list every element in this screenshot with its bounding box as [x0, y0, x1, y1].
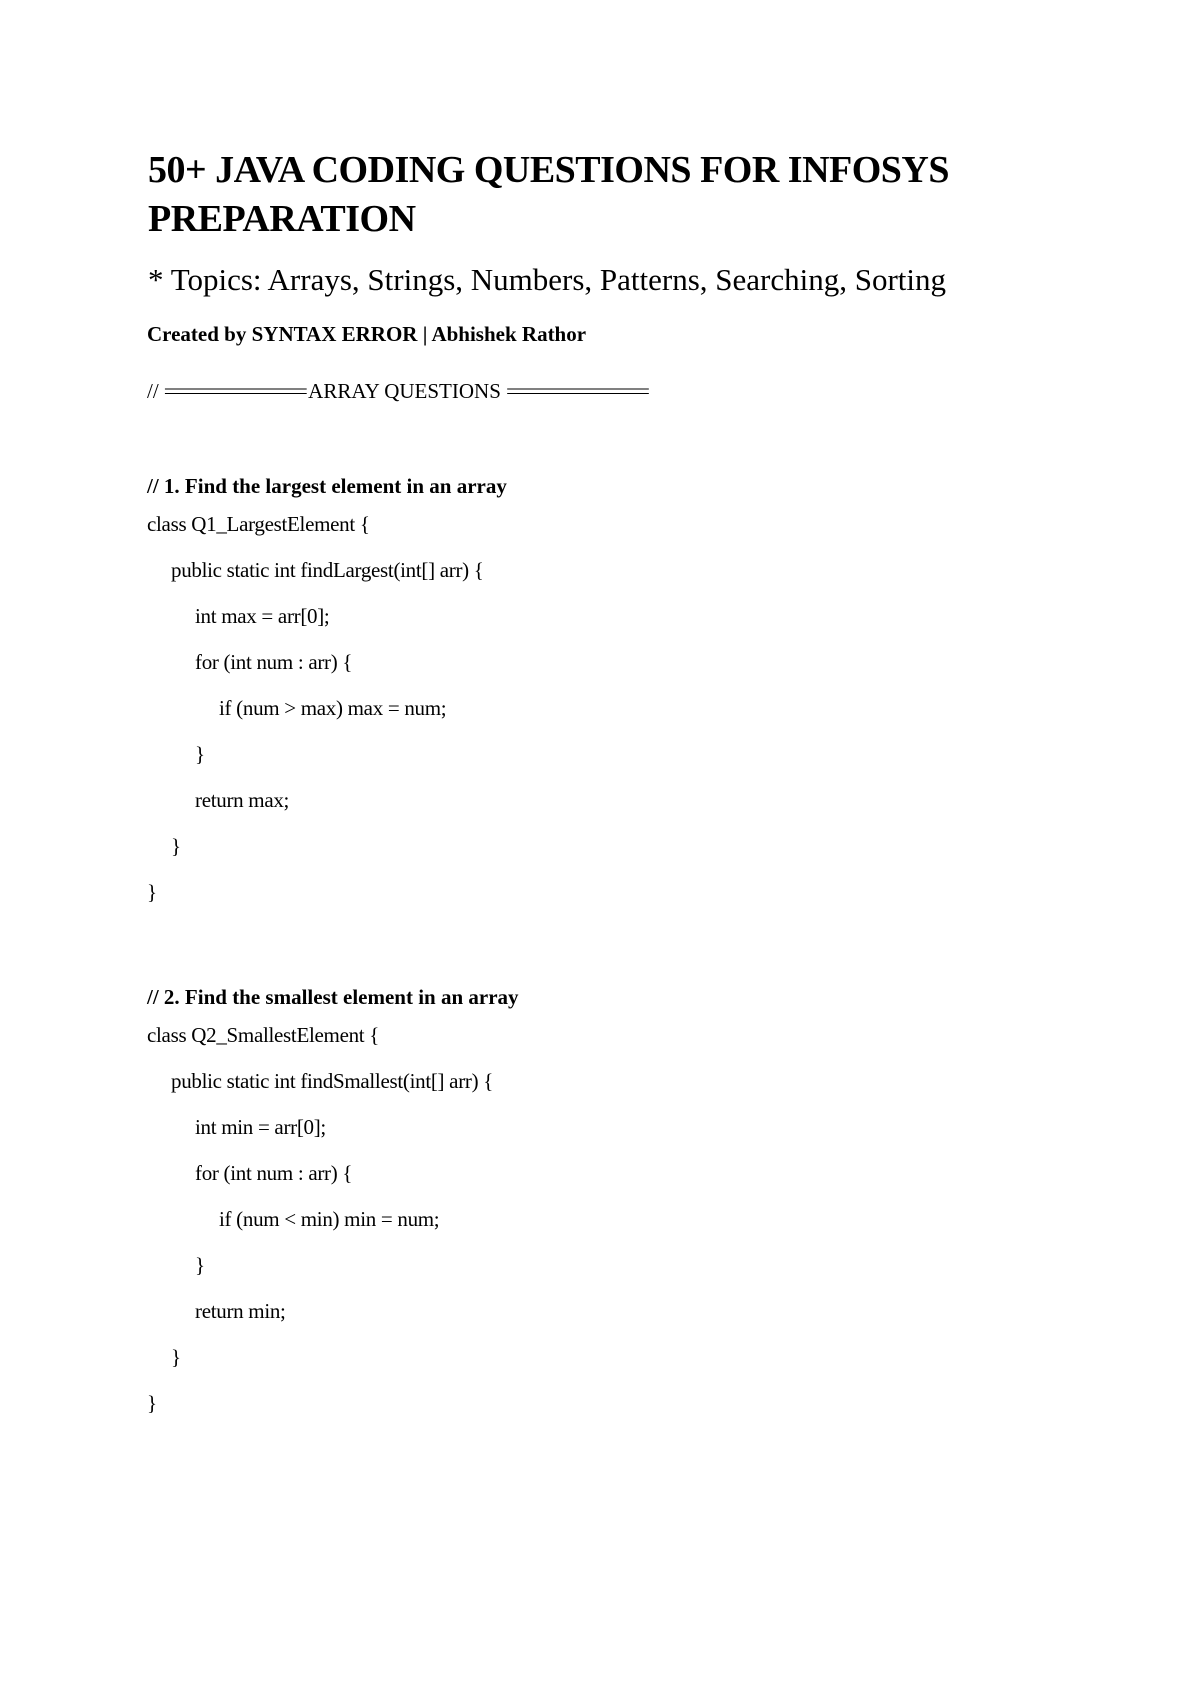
- code-line: public static int findSmallest(int[] arr) {: [171, 1069, 494, 1093]
- title-line-1: 50+ JAVA CODING QUESTIONS FOR INFOSYS: [148, 149, 949, 191]
- author-credit: Created by SYNTAX ERROR | Abhishek Rathor: [147, 322, 587, 346]
- divider-rule-right: =================: [506, 379, 647, 403]
- question-block-2: [147, 983, 519, 1426]
- code-block: [147, 1012, 519, 1426]
- divider-rule-left: =================: [163, 379, 305, 403]
- code-line: }: [147, 880, 157, 904]
- code-line: for (int num : arr) {: [195, 650, 353, 674]
- code-line: }: [171, 1345, 181, 1369]
- code-line: }: [147, 1391, 157, 1415]
- title-line-2: PREPARATION: [148, 198, 416, 240]
- code-line: class Q2_SmallestElement {: [147, 1023, 380, 1047]
- document-title: [148, 146, 1108, 244]
- code-line: }: [195, 1253, 205, 1277]
- code-line: return max;: [195, 788, 290, 812]
- code-line: int min = arr[0];: [195, 1115, 326, 1139]
- code-line: }: [171, 834, 181, 858]
- comment-prefix: //: [147, 379, 159, 403]
- code-line: class Q1_LargestElement {: [147, 512, 370, 536]
- question-heading: // 2. Find the smallest element in an array: [147, 985, 519, 1009]
- question-block-1: [147, 472, 507, 915]
- code-line: public static int findLargest(int[] arr) {: [171, 558, 484, 582]
- code-block: [147, 501, 507, 915]
- code-line: int max = arr[0];: [195, 604, 330, 628]
- code-line: for (int num : arr) {: [195, 1161, 353, 1185]
- question-heading: // 1. Find the largest element in an array: [147, 474, 507, 498]
- code-line: }: [195, 742, 205, 766]
- code-line: return min;: [195, 1299, 286, 1323]
- code-line: if (num > max) max = num;: [219, 696, 447, 720]
- code-line: if (num < min) min = num;: [219, 1207, 440, 1231]
- section-header-array-questions: [147, 377, 646, 405]
- section-label: ARRAY QUESTIONS: [308, 379, 501, 403]
- topics-line: * Topics: Arrays, Strings, Numbers, Patterns, Searching, Sorting: [148, 262, 947, 297]
